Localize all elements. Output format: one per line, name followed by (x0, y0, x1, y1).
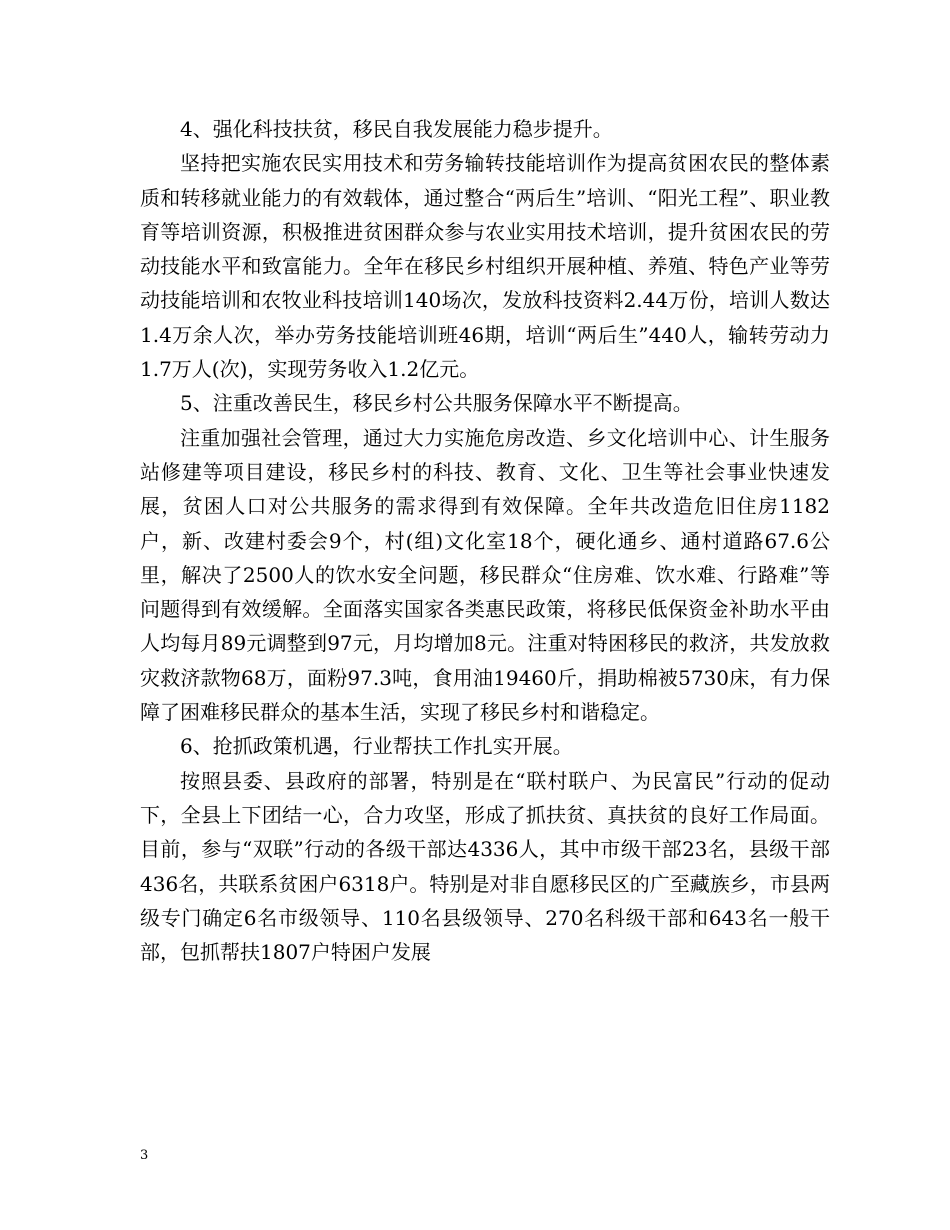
page-number: 3 (140, 1148, 149, 1163)
section-heading-6: 6、抢抓政策机遇，行业帮扶工作扎实开展。 (180, 734, 573, 759)
paragraph-public-services: 注重加强社会管理，通过大力实施危房改造、乡文化培训中心、计生服务站修建等项目建设，移民乡村的科技、教育、文化、卫生等社会事业快速发展，贫困人口对公共服务的需求得到有效保障。全年共改造危旧住房1182户，新、改建村委会9个，村(组)文化室18个，硬化通乡、通村道路67.6公里，解决了2500人的饮水安全问题，移民群众“住房难、饮水难、行路难”等问题得到有效缓解。全面落实国家各类惠民政策，将移民低保资金补助水平由人均每月89元调整到97元，月均增加8元。注重对特困移民的救济，共发放救灾救济款物68万，面粉97.3吨，食用油19460斤，捐助棉被5730床，有力保障了困难移民群众的基本生活，实现了移民乡村和谐稳定。 (140, 425, 830, 725)
section-heading-5: 5、注重改善民生，移民乡村公共服务保障水平不断提高。 (180, 391, 693, 416)
paragraph-industry-support: 按照县委、县政府的部署，特别是在“联村联户、为民富民”行动的促动下，全县上下团结一心，合力攻坚，形成了抓扶贫、真扶贫的良好工作局面。目前，参与“双联”行动的各级干部达4336人，其中市级干部23名，县级干部436名，共联系贫困户6318户。特别是对非自愿移民区的广至藏族乡，市县两级专门确定6名市级领导、110名县级领导、270名科级干部和643名一般干部，包抓帮扶1807户特困户发展 (140, 768, 830, 965)
document-body (140, 112, 830, 969)
paragraph-tech-training: 坚持把实施农民实用技术和劳务输转技能培训作为提高贫困农民的整体素质和转移就业能力的有效载体，通过整合“两后生”培训、“阳光工程”、职业教育等培训资源，积极推进贫困群众参与农业实用技术培训，提升贫困农民的劳动技能水平和致富能力。全年在移民乡村组织开展种植、养殖、特色产业等劳动技能培训和农牧业科技培训140场次，发放科技资料2.44万份，培训人数达1.4万余人次，举办劳务技能培训班46期，培训“两后生”440人，输转劳动力1.7万人(次)，实现劳务收入1.2亿元。 (140, 151, 830, 382)
section-heading-4: 4、强化科技扶贫，移民自我发展能力稳步提升。 (180, 117, 613, 141)
